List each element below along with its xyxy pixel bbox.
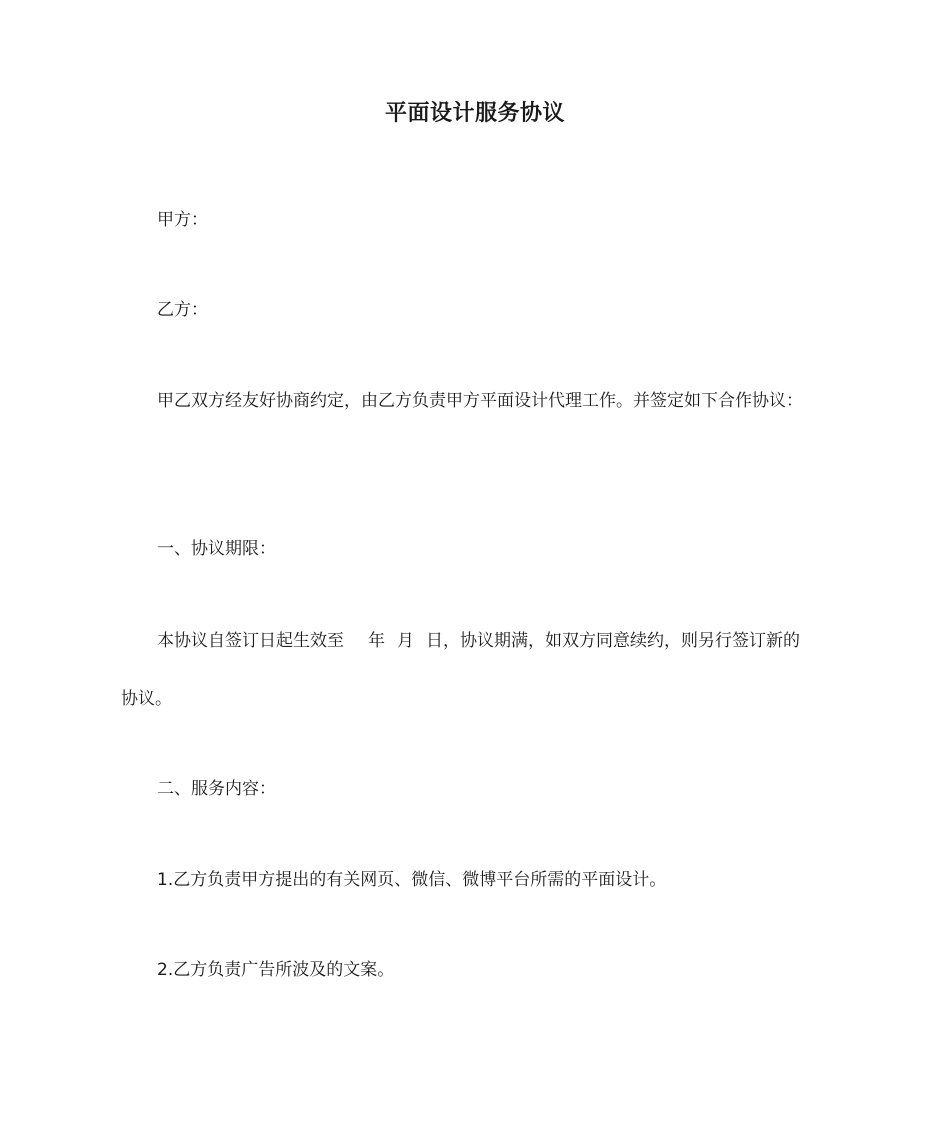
party-b-label: 乙方： bbox=[157, 300, 208, 320]
section-1-heading: 一、协议期限： bbox=[157, 539, 276, 559]
document-title: 平面设计服务协议 bbox=[384, 101, 565, 126]
section-1-paragraph-continuation: 协议。 bbox=[121, 689, 172, 709]
month-blank-label: 月 bbox=[397, 631, 414, 651]
service-item-1: 1.乙方负责甲方提出的有关网页、微信、微博平台所需的平面设计。 bbox=[157, 870, 667, 890]
year-blank-label: 年 bbox=[368, 631, 385, 651]
section-1-text-end: 日，协议期满，如双方同意续约，则另行签订新的 bbox=[426, 631, 800, 651]
section-2-heading: 二、服务内容： bbox=[157, 779, 276, 799]
section-1-paragraph bbox=[157, 629, 800, 653]
service-item-2: 2.乙方负责广告所波及的文案。 bbox=[157, 960, 395, 980]
section-1-text-start: 本协议自签订日起生效至 bbox=[157, 631, 344, 651]
preamble-paragraph: 甲乙双方经友好协商约定，由乙方负责甲方平面设计代理工作。并签定如下合作协议： bbox=[157, 391, 803, 411]
party-a-label: 甲方： bbox=[157, 210, 208, 230]
